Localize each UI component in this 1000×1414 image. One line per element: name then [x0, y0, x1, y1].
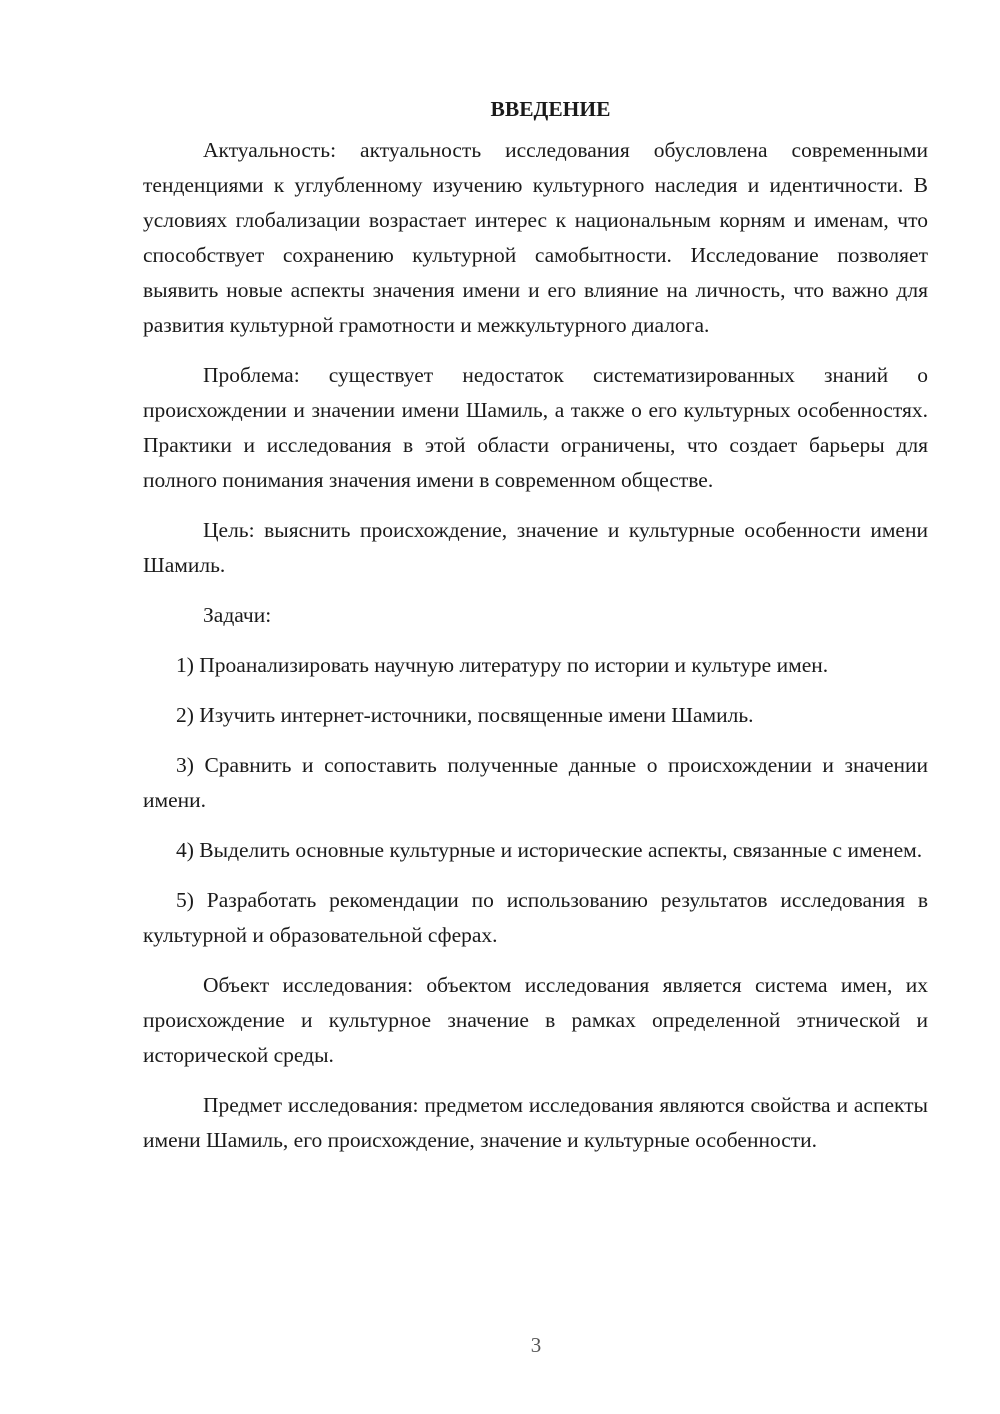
task-item-1: 1) Проанализировать научную литературу по истории и культуре имен.	[176, 653, 829, 677]
page-title: ВВЕДЕНИЕ	[490, 97, 611, 121]
tasks-list	[143, 648, 928, 953]
task-item-5: 5) Разработать рекомендации по использованию результатов исследования в культурной и образовательной сферах.	[143, 888, 928, 947]
paragraph-goal: Цель: выяснить происхождение, значение и культурные особенности имени Шамиль.	[143, 518, 928, 577]
task-item-4: 4) Выделить основные культурные и исторические аспекты, связанные с именем.	[176, 838, 923, 862]
paragraph-subject: Предмет исследования: предметом исследования являются свойства и аспекты имени Шамиль, его происхождение, значение и культурные особенности.	[143, 1093, 928, 1152]
task-item-3: 3) Сравнить и сопоставить полученные данные о происхождении и значении имени.	[143, 753, 928, 812]
paragraph-problem: Проблема: существует недостаток систематизированных знаний о происхождении и значении имени Шамиль, а также о его культурных особенностях. Практики и исследования в этой области ограничены, что создает барьеры для полного понимания значения имени в современном обществе.	[143, 363, 928, 492]
tasks-heading: Задачи:	[203, 603, 272, 627]
paragraph-object: Объект исследования: объектом исследования является система имен, их происхождение и культурное значение в рамках определенной этнической и исторической среды.	[143, 973, 928, 1067]
document-page	[143, 92, 928, 1173]
paragraph-relevance: Актуальность: актуальность исследования обусловлена современными тенденциями к углубленному изучению культурного наследия и идентичности. В условиях глобализации возрастает интерес к национальным корням и именам, что способствует сохранению культурной самобытности. Исследование позволяет выявить новые аспекты значения имени и его влияние на личность, что важно для развития культурной грамотности и межкультурного диалога.	[143, 138, 928, 337]
task-item-2: 2) Изучить интернет-источники, посвященные имени Шамиль.	[176, 703, 754, 727]
page-number: 3	[530, 1333, 542, 1357]
